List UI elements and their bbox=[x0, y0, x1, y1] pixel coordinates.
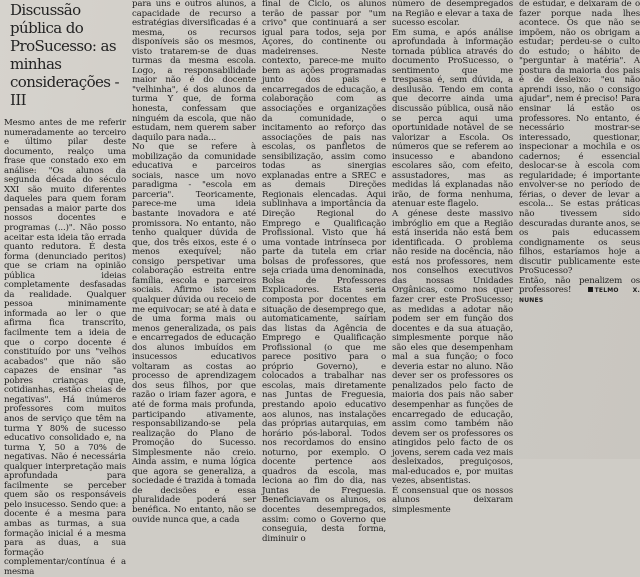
column-text: de estudar, e deixaram de o fazer porque nada lhes acontece. Os que não se impõem, não os obrigam a estudar; perdeu-se o culto do estudo; o hábito de "perguntar à matéria". A postura da maioria dos pais é de desleixo: "eu não aprendi isso, não o consigo ajudar", nem é preciso! Para ensinar lá estão os professores. No entanto, é necessário mostrar-se interessado, questionar, inspecionar a mochila e os cadernos; é essencial deslocar-se à escola com regularidade; é importante envolver-se no período de férias, o dever de levar a escola... Se estas práticas não tivessem sido descuradas durante anos, se os pais educassem condignamente os seus filhos, estaríamos hoje a discutir publicamente este ProSucesso? Então, não penalizem os professores! bbox=[519, 0, 640, 296]
article-headline: Discussão pública do ProSucesso: as minhas considerações - III bbox=[10, 1, 120, 109]
article-column-5 bbox=[519, 0, 640, 459]
column-text: número de desempregados na Região e elevar a taxa de sucesso escolar. Em suma, e após análise aprofundada à informação tornada pública através do documento ProSucesso, o sentimento que me trespassa é, sem dúvida, a desilusão. Tendo em conta que decorre ainda uma discussão pública, ousã não se perca aqui uma oportunidade notável de se valorizar a Escola. Os números que se referem ao insucesso e abandono escolares são, com efeito, assustadores, mas as medidas lá explanadas não irão, de forma nenhuma, atenuar este flagelo. A génese deste massivo imbróglio em que a Região está inserida não está bem identificada. O problema não reside na docência, não está nos professores, nem nos conselhos executivos das nossas Unidades Orgânicas, como nos quer fazer crer este ProSucesso; as medidas a adotar não podem ser em função dos docentes e da sua atuação, simplesmente porque não são eles que desempenham mal a sua função; o foco deveria estar no aluno. Não dever ser os professores os penalizados pelo facto de maioria dos pais não saber desempenhar as funções de encarregado de educação, assim como também não devem ser os professores os atingidos pelo facto de os jovens, serem cada vez mais desleixados, preguiçosos, mal-educados e, por muitas vezes, absentistas. É consensual que os nossos alunos deixaram simplesmente bbox=[392, 0, 513, 515]
article-column-1 bbox=[4, 0, 126, 577]
column-text: Mesmo antes de me referir numeradamente ao terceiro e último pilar deste documento, realço uma frase que constado exo em análise: "Os alunos da segunda década do século XXI são muito diferentes daqueles para quem foram pensadas a maior parte dos nossos docentes e programas (...)". Não posso aceitar esta ideia tão errada quanto redutora. É desta forma (denunciado peritos) que se criam na opinião pública ideias completamente desfasadas da realidade. Qualquer pessoa minimamente informada ao ler o que afirma fica transcrito, facilmente tem a ideia de que o corpo docente é constituído por uns "velhos acabados" que não são capazes de ensinar "as pobres crianças que, cotidianhas, estão cheias de negativas". Há inúmeros professores com muitos anos de serviço que têm na turma Y 80% de sucesso educativo consolidado e, na turma Y, 50 a 70% de negativas. Não é necessária qualquer interpretação mais aprofundada para facilmente se perceber quem são os responsáveis pelo insucesso. Sendo que: a docente é a mesma para ambas as turmas, a sua formação inicial é a mesma para as duas, a sua formação complementar/contínua é a mesma bbox=[4, 118, 126, 577]
article-column-3 bbox=[262, 0, 386, 544]
column-text: para uns e outros alunos, a capacidade de recurso a estratégias diversificadas é a mesma, os recursos disponíveis são os mesmos, visto tratarem-se de duas turmas da mesma escola. Logo, a responsabilidade maior não é do docente "velhinha", é dos alunos da turma Y que, de forma honesta, confessam que ninguém da escola, que não estudam, nem querem saber daquilo para nada... No que se refere à mobilização da comunidade educativa e parceiros sociais, nasce um novo paradigma - "escola em parceria". Teoricamente, parece-me uma ideia bastante inovadora e até promissora. No entanto, não tenho qualquer dúvida de que, dos três eixos, este é o menos exequível; não consigo perspetivar uma colaboração estreita entre família, escola e parceiros sociais. Afirmo isto sem qualquer dúvida ou receio de me equivocar; se até à data e de uma forma mais ou menos generalizada, os pais e encarregados de educação dos alunos imbuídos em insucessos educativos voltaram as costas ao processo de aprendizagem dos seus filhos, por que razão o iriam fazer agora, e até de forma mais profunda, participando ativamente, responsabilizando-se pela realização do Plano de Promoção do Sucesso. Simplesmente não creio. Ainda assim, e numa lógica que agora se generaliza, a sociedade é trazida à tomada de decisões e essa pluralidade poderá ser benéfica. No entanto, não se ouvide nunca que, a cada bbox=[132, 0, 256, 525]
article-column-2 bbox=[132, 0, 256, 525]
article-column-4 bbox=[392, 0, 513, 515]
author-byline: TELMO X. NUNES bbox=[519, 287, 640, 304]
column-text: final de Ciclo, os alunos terão de passar por "um crivo" que continuará a ser igual para todos, seja por Açores, do continente ou madeirenses. Neste contexto, parece-me muito bem as ações programadas junto dos pais e encarregados de educação, a colaboração com as associações e organizações da comunidade, o incitamento ao reforço das associações de pais nas escolas, os panfletos de sensibilização, assim como todas as sinergias explanadas entre a SREC e as demais Direções Regionais elencadas. Aqui sublinhava a importância da Direção Regional do Emprego e Qualificação Profissional. Visto que há uma vontade intrínseca por parte da tutela em criar bolsas de professores, que seja criada uma denominada, Bolsa de Professores Explicadores. Esta seria composta por docentes em situação de desemprego que, automaticamente, saíriam das listas da Agência de Emprego e Qualificação Profissional (o que me parece positivo para o próprio Governo), e colocados a trabalhar nas escolas, mais diretamente nas Juntas de Freguesia, prestando apoio educativo aos alunos, nas instalações das próprias autarquias, em horário pós-laboral. Todos nos recordamos do ensino noturno, por exemplo. O docente pertence aos quadros da escola, mas leciona ao fim do dia, nas Juntas de Freguesia. Beneficiavam os alunos, os docentes desempregados, assim: como o Governo que conseguia, desta forma, diminuir o bbox=[262, 0, 386, 544]
end-of-article-square-icon bbox=[588, 287, 593, 292]
